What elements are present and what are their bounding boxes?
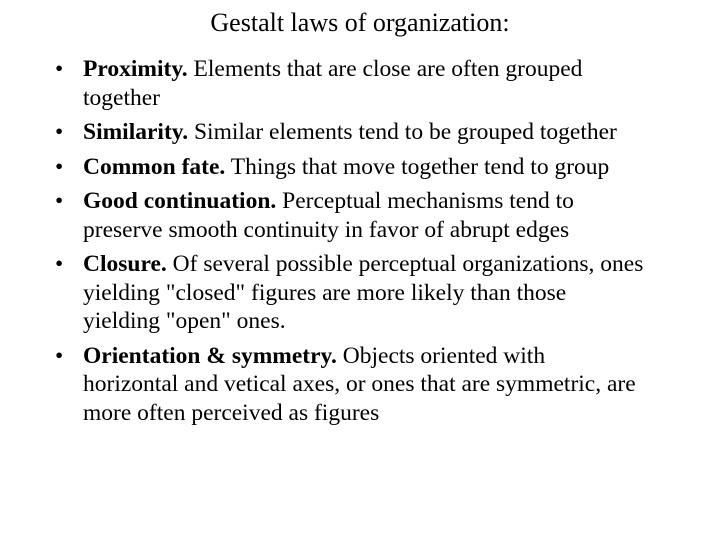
bullet-item-closure bbox=[55, 250, 645, 336]
bullet-icon: • bbox=[55, 153, 64, 180]
bullet-description: Things that move together tend to group bbox=[225, 153, 610, 180]
bullet-term: Similarity. bbox=[83, 119, 189, 145]
slide-title: Gestalt laws of organization: bbox=[210, 8, 510, 37]
bullet-term: Orientation & symmetry. bbox=[83, 342, 337, 369]
bullet-list bbox=[55, 55, 645, 433]
bullet-term: Proximity. bbox=[83, 56, 188, 82]
bullet-icon: • bbox=[55, 119, 64, 145]
bullet-icon: • bbox=[55, 188, 64, 214]
bullet-term: Common fate. bbox=[83, 153, 226, 180]
bullet-item-good-continuation bbox=[55, 187, 645, 244]
bullet-item-common-fate bbox=[55, 153, 645, 182]
bullet-description: Similar elements tend to be grouped together bbox=[188, 119, 617, 145]
bullet-icon: • bbox=[55, 342, 64, 369]
bullet-term: Good continuation. bbox=[83, 188, 277, 214]
bullet-item-proximity bbox=[55, 55, 645, 112]
bullet-description: Objects oriented with horizontal and vetical axes, or ones that are symmetric, are more often perceived as figures bbox=[83, 342, 636, 426]
bullet-item-similarity bbox=[55, 118, 645, 147]
bullet-item-orientation-symmetry bbox=[55, 342, 645, 428]
bullet-icon: • bbox=[55, 251, 64, 277]
bullet-description: Perceptual mechanisms tend to preserve smooth continuity in favor of abrupt edges bbox=[83, 188, 574, 243]
bullet-term: Closure. bbox=[83, 251, 167, 277]
bullet-description: Of several possible perceptual organizations, ones yielding "closed" figures are more likely than those yielding "open" ones. bbox=[83, 251, 644, 334]
bullet-icon: • bbox=[55, 56, 64, 82]
bullet-description: Elements that are close are often grouped together bbox=[83, 56, 583, 111]
